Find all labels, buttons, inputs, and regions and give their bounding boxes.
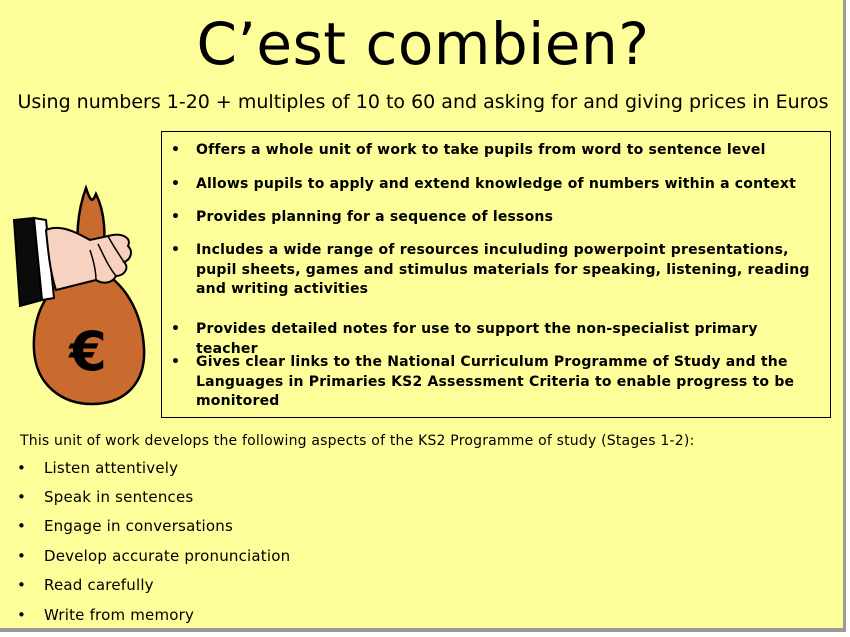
money-bag-euro-icon bbox=[12, 180, 152, 410]
bullet: • bbox=[17, 576, 27, 594]
euro-symbol: € bbox=[69, 320, 107, 383]
feature-item bbox=[171, 141, 820, 161]
bullet: • bbox=[171, 321, 181, 337]
aspect-item bbox=[17, 487, 444, 507]
aspect-item bbox=[17, 546, 444, 566]
aspect-item bbox=[17, 458, 444, 478]
aspect-item bbox=[17, 516, 444, 536]
bullet: • bbox=[17, 459, 27, 477]
feature-text: Gives clear links to the National Curriculum Programme of Study and the Languages in Primaries KS2 Assessment Criteria to enable progress to be monitored bbox=[196, 354, 795, 409]
bullet: • bbox=[171, 354, 181, 370]
aspect-item bbox=[17, 605, 444, 625]
bullet: • bbox=[171, 242, 181, 258]
aspect-text: Speak in sentences bbox=[44, 488, 194, 506]
bullet: • bbox=[17, 606, 27, 624]
slide-title: C’est combien? bbox=[196, 10, 650, 78]
bullet: • bbox=[17, 547, 27, 565]
aspect-item bbox=[17, 575, 444, 595]
features-box bbox=[161, 131, 831, 418]
aspect-text: Engage in conversations bbox=[44, 517, 234, 535]
aspect-text: Read carefully bbox=[44, 576, 154, 594]
aspect-text: Develop accurate pronunciation bbox=[44, 547, 291, 565]
bullet: • bbox=[17, 517, 27, 535]
feature-text: Provides planning for a sequence of lessons bbox=[196, 209, 554, 225]
feature-item bbox=[171, 353, 820, 412]
bullet: • bbox=[171, 142, 181, 158]
aspect-text: Listen attentively bbox=[44, 459, 179, 477]
feature-text: Allows pupils to apply and extend knowledge of numbers within a context bbox=[196, 176, 796, 192]
intro-text: This unit of work develops the following aspects of the KS2 Programme of study (Stages 1-2): bbox=[20, 433, 695, 449]
slide-subtitle: Using numbers 1-20 + multiples of 10 to 60 and asking for and giving prices in Euros bbox=[17, 91, 829, 113]
bullet: • bbox=[171, 209, 181, 225]
feature-item bbox=[171, 241, 820, 300]
feature-item bbox=[171, 175, 820, 195]
feature-item bbox=[171, 208, 820, 228]
bullet: • bbox=[171, 176, 181, 192]
feature-text: Includes a wide range of resources inculuding powerpoint presentations, pupil sheets, games and stimulus materials for speaking, listening, reading and writing activities bbox=[196, 242, 810, 297]
feature-text: Offers a whole unit of work to take pupils from word to sentence level bbox=[196, 142, 766, 158]
aspect-text: Write from memory bbox=[44, 606, 195, 624]
bullet: • bbox=[17, 488, 27, 506]
feature-text: Provides detailed notes for use to support the non-specialist primary teacher bbox=[196, 321, 758, 357]
